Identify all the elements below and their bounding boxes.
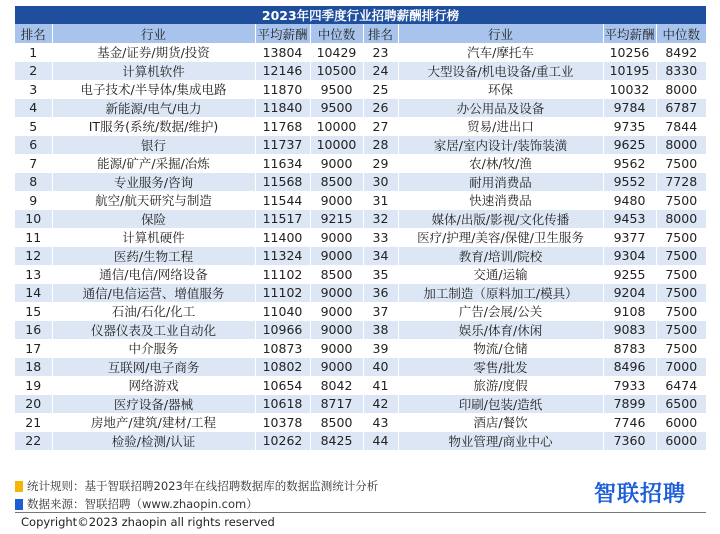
median-cell: 6000	[656, 413, 706, 432]
industry-cell: 仪器仪表及工业自动化	[52, 321, 255, 340]
median-cell: 9000	[310, 228, 363, 247]
avg-salary-cell: 9735	[603, 117, 656, 136]
median-cell: 9000	[310, 154, 363, 173]
ranking-table-container	[15, 6, 706, 450]
industry-cell: 保险	[52, 210, 255, 229]
median-cell: 8500	[310, 413, 363, 432]
rank-cell: 27	[363, 117, 398, 136]
rank-cell: 3	[15, 80, 52, 99]
rank-cell: 1	[15, 43, 52, 62]
median-cell: 9000	[310, 321, 363, 340]
yellow-marker-icon	[15, 481, 23, 492]
avg-salary-cell: 8496	[603, 358, 656, 377]
rank-cell: 24	[363, 62, 398, 81]
industry-cell: 交通/运输	[398, 265, 603, 284]
data-source-note	[15, 496, 258, 512]
rank-cell: 7	[15, 154, 52, 173]
industry-cell: 医疗设备/器械	[52, 395, 255, 414]
median-cell: 7500	[656, 154, 706, 173]
rank-cell: 9	[15, 191, 52, 210]
avg-salary-cell: 11840	[255, 99, 310, 118]
zhaopin-logo: 智联招聘	[594, 482, 687, 507]
median-cell: 9000	[310, 339, 363, 358]
rank-cell: 2	[15, 62, 52, 81]
avg-salary-cell: 11102	[255, 284, 310, 303]
median-cell: 6474	[656, 376, 706, 395]
industry-cell: 娱乐/体育/休闲	[398, 321, 603, 340]
rank-cell: 43	[363, 413, 398, 432]
avg-salary-cell: 11544	[255, 191, 310, 210]
median-cell: 10000	[310, 117, 363, 136]
avg-salary-cell: 11040	[255, 302, 310, 321]
industry-cell: 耐用消费品	[398, 173, 603, 192]
table-title: 2023年四季度行业招聘薪酬排行榜	[15, 6, 706, 24]
median-cell: 8500	[310, 173, 363, 192]
avg-salary-cell: 9562	[603, 154, 656, 173]
median-cell: 8042	[310, 376, 363, 395]
avg-salary-cell: 10618	[255, 395, 310, 414]
table-row	[15, 191, 706, 210]
industry-cell: 农/林/牧/渔	[398, 154, 603, 173]
median-cell: 7500	[656, 284, 706, 303]
median-cell: 8425	[310, 432, 363, 451]
industry-cell: 大型设备/机电设备/重工业	[398, 62, 603, 81]
stat-rule-note	[15, 478, 378, 494]
median-cell: 6500	[656, 395, 706, 414]
table-row	[15, 136, 706, 155]
avg-salary-cell: 10262	[255, 432, 310, 451]
rank-cell: 28	[363, 136, 398, 155]
median-cell: 7500	[656, 265, 706, 284]
industry-cell: 新能源/电气/电力	[52, 99, 255, 118]
median-cell: 7500	[656, 302, 706, 321]
median-cell: 6000	[656, 432, 706, 451]
avg-salary-cell: 10654	[255, 376, 310, 395]
median-cell: 7844	[656, 117, 706, 136]
median-cell: 9000	[310, 247, 363, 266]
industry-cell: 计算机软件	[52, 62, 255, 81]
median-cell: 9000	[310, 358, 363, 377]
industry-cell: 物业管理/商业中心	[398, 432, 603, 451]
rank-cell: 34	[363, 247, 398, 266]
footer-divider	[15, 512, 706, 513]
rank-cell: 44	[363, 432, 398, 451]
table-row	[15, 43, 706, 62]
table-row	[15, 432, 706, 451]
header-industry: 行业	[398, 24, 603, 43]
industry-cell: 航空/航天研究与制造	[52, 191, 255, 210]
table-row	[15, 376, 706, 395]
avg-salary-cell: 10256	[603, 43, 656, 62]
table-row	[15, 358, 706, 377]
header-row	[15, 24, 706, 43]
median-cell: 10500	[310, 62, 363, 81]
rank-cell: 13	[15, 265, 52, 284]
rank-cell: 18	[15, 358, 52, 377]
table-row	[15, 99, 706, 118]
rank-cell: 25	[363, 80, 398, 99]
rank-cell: 6	[15, 136, 52, 155]
header-rank: 排名	[15, 24, 52, 43]
median-cell: 8717	[310, 395, 363, 414]
rank-cell: 32	[363, 210, 398, 229]
avg-salary-cell: 9480	[603, 191, 656, 210]
rank-cell: 21	[15, 413, 52, 432]
avg-salary-cell: 11102	[255, 265, 310, 284]
avg-salary-cell: 11324	[255, 247, 310, 266]
table-row	[15, 228, 706, 247]
avg-salary-cell: 9377	[603, 228, 656, 247]
table-row	[15, 117, 706, 136]
avg-salary-cell: 7933	[603, 376, 656, 395]
avg-salary-cell: 10378	[255, 413, 310, 432]
rank-cell: 10	[15, 210, 52, 229]
table-row	[15, 210, 706, 229]
avg-salary-cell: 11870	[255, 80, 310, 99]
industry-cell: 教育/培训/院校	[398, 247, 603, 266]
table-row	[15, 302, 706, 321]
avg-salary-cell: 11400	[255, 228, 310, 247]
avg-salary-cell: 7899	[603, 395, 656, 414]
header-avg-salary: 平均薪酬	[255, 24, 310, 43]
industry-cell: 家居/室内设计/装饰装潢	[398, 136, 603, 155]
industry-cell: 石油/石化/化工	[52, 302, 255, 321]
avg-salary-cell: 9204	[603, 284, 656, 303]
header-industry: 行业	[52, 24, 255, 43]
industry-cell: 基金/证券/期货/投资	[52, 43, 255, 62]
rank-cell: 23	[363, 43, 398, 62]
industry-cell: 办公用品及设备	[398, 99, 603, 118]
industry-cell: 医疗/护理/美容/保健/卫生服务	[398, 228, 603, 247]
median-cell: 10429	[310, 43, 363, 62]
median-cell: 8000	[656, 136, 706, 155]
median-cell: 10000	[310, 136, 363, 155]
avg-salary-cell: 9625	[603, 136, 656, 155]
industry-cell: 检验/检测/认证	[52, 432, 255, 451]
rank-cell: 19	[15, 376, 52, 395]
rank-cell: 35	[363, 265, 398, 284]
rank-cell: 31	[363, 191, 398, 210]
rank-cell: 26	[363, 99, 398, 118]
avg-salary-cell: 13804	[255, 43, 310, 62]
avg-salary-cell: 11768	[255, 117, 310, 136]
industry-cell: 酒店/餐饮	[398, 413, 603, 432]
avg-salary-cell: 9784	[603, 99, 656, 118]
header-avg-salary: 平均薪酬	[603, 24, 656, 43]
median-cell: 9000	[310, 191, 363, 210]
table-row	[15, 247, 706, 266]
industry-cell: 银行	[52, 136, 255, 155]
rank-cell: 40	[363, 358, 398, 377]
rank-cell: 14	[15, 284, 52, 303]
industry-cell: 通信/电信/网络设备	[52, 265, 255, 284]
table-row	[15, 413, 706, 432]
industry-cell: 医药/生物工程	[52, 247, 255, 266]
avg-salary-cell: 10966	[255, 321, 310, 340]
median-cell: 7500	[656, 321, 706, 340]
rank-cell: 16	[15, 321, 52, 340]
salary-ranking-table	[15, 6, 706, 450]
stat-rule-text: 统计规则：基于智联招聘2023年在线招聘数据库的数据监测统计分析	[27, 479, 379, 493]
median-cell: 6787	[656, 99, 706, 118]
industry-cell: 广告/会展/公关	[398, 302, 603, 321]
avg-salary-cell: 12146	[255, 62, 310, 81]
table-row	[15, 80, 706, 99]
avg-salary-cell: 8783	[603, 339, 656, 358]
median-cell: 7500	[656, 191, 706, 210]
header-rank: 排名	[363, 24, 398, 43]
rank-cell: 8	[15, 173, 52, 192]
header-median: 中位数	[656, 24, 706, 43]
median-cell: 7500	[656, 228, 706, 247]
median-cell: 9215	[310, 210, 363, 229]
avg-salary-cell: 9552	[603, 173, 656, 192]
rank-cell: 20	[15, 395, 52, 414]
rank-cell: 22	[15, 432, 52, 451]
median-cell: 9000	[310, 284, 363, 303]
industry-cell: 旅游/度假	[398, 376, 603, 395]
data-source-text: 数据来源：智联招聘（www.zhaopin.com）	[27, 497, 258, 511]
industry-cell: 环保	[398, 80, 603, 99]
rank-cell: 11	[15, 228, 52, 247]
avg-salary-cell: 9108	[603, 302, 656, 321]
industry-cell: 零售/批发	[398, 358, 603, 377]
industry-cell: 房地产/建筑/建材/工程	[52, 413, 255, 432]
median-cell: 9500	[310, 99, 363, 118]
avg-salary-cell: 11568	[255, 173, 310, 192]
industry-cell: 专业服务/咨询	[52, 173, 255, 192]
rank-cell: 29	[363, 154, 398, 173]
rank-cell: 17	[15, 339, 52, 358]
avg-salary-cell: 10802	[255, 358, 310, 377]
industry-cell: 网络游戏	[52, 376, 255, 395]
table-row	[15, 154, 706, 173]
copyright-text: Copyright©2023 zhaopin all rights reserved	[21, 515, 275, 529]
industry-cell: 能源/矿产/采掘/冶炼	[52, 154, 255, 173]
avg-salary-cell: 7360	[603, 432, 656, 451]
rank-cell: 39	[363, 339, 398, 358]
footer	[15, 477, 706, 531]
industry-cell: 快速消费品	[398, 191, 603, 210]
avg-salary-cell: 9083	[603, 321, 656, 340]
table-row	[15, 265, 706, 284]
rank-cell: 41	[363, 376, 398, 395]
rank-cell: 38	[363, 321, 398, 340]
rank-cell: 37	[363, 302, 398, 321]
industry-cell: 印刷/包装/造纸	[398, 395, 603, 414]
industry-cell: 互联网/电子商务	[52, 358, 255, 377]
rank-cell: 12	[15, 247, 52, 266]
table-row	[15, 339, 706, 358]
table-row	[15, 321, 706, 340]
industry-cell: 通信/电信运营、增值服务	[52, 284, 255, 303]
median-cell: 7500	[656, 339, 706, 358]
header-median: 中位数	[310, 24, 363, 43]
rank-cell: 33	[363, 228, 398, 247]
avg-salary-cell: 10873	[255, 339, 310, 358]
industry-cell: 物流/仓储	[398, 339, 603, 358]
avg-salary-cell: 7746	[603, 413, 656, 432]
industry-cell: 汽车/摩托车	[398, 43, 603, 62]
avg-salary-cell: 9304	[603, 247, 656, 266]
median-cell: 8000	[656, 210, 706, 229]
avg-salary-cell: 9453	[603, 210, 656, 229]
rank-cell: 36	[363, 284, 398, 303]
median-cell: 9500	[310, 80, 363, 99]
rank-cell: 15	[15, 302, 52, 321]
avg-salary-cell: 11737	[255, 136, 310, 155]
rank-cell: 30	[363, 173, 398, 192]
median-cell: 7000	[656, 358, 706, 377]
median-cell: 7728	[656, 173, 706, 192]
median-cell: 8500	[310, 265, 363, 284]
median-cell: 7500	[656, 247, 706, 266]
avg-salary-cell: 10195	[603, 62, 656, 81]
industry-cell: 加工制造（原料加工/模具）	[398, 284, 603, 303]
industry-cell: 电子技术/半导体/集成电路	[52, 80, 255, 99]
industry-cell: IT服务(系统/数据/维护)	[52, 117, 255, 136]
blue-marker-icon	[15, 499, 23, 510]
industry-cell: 计算机硬件	[52, 228, 255, 247]
avg-salary-cell: 10032	[603, 80, 656, 99]
avg-salary-cell: 11517	[255, 210, 310, 229]
industry-cell: 中介服务	[52, 339, 255, 358]
rank-cell: 5	[15, 117, 52, 136]
median-cell: 8000	[656, 80, 706, 99]
rank-cell: 42	[363, 395, 398, 414]
rank-cell: 4	[15, 99, 52, 118]
table-row	[15, 284, 706, 303]
table-row	[15, 62, 706, 81]
industry-cell: 媒体/出版/影视/文化传播	[398, 210, 603, 229]
median-cell: 9000	[310, 302, 363, 321]
median-cell: 8330	[656, 62, 706, 81]
table-row	[15, 395, 706, 414]
avg-salary-cell: 9255	[603, 265, 656, 284]
table-row	[15, 173, 706, 192]
median-cell: 8492	[656, 43, 706, 62]
avg-salary-cell: 11634	[255, 154, 310, 173]
industry-cell: 贸易/进出口	[398, 117, 603, 136]
